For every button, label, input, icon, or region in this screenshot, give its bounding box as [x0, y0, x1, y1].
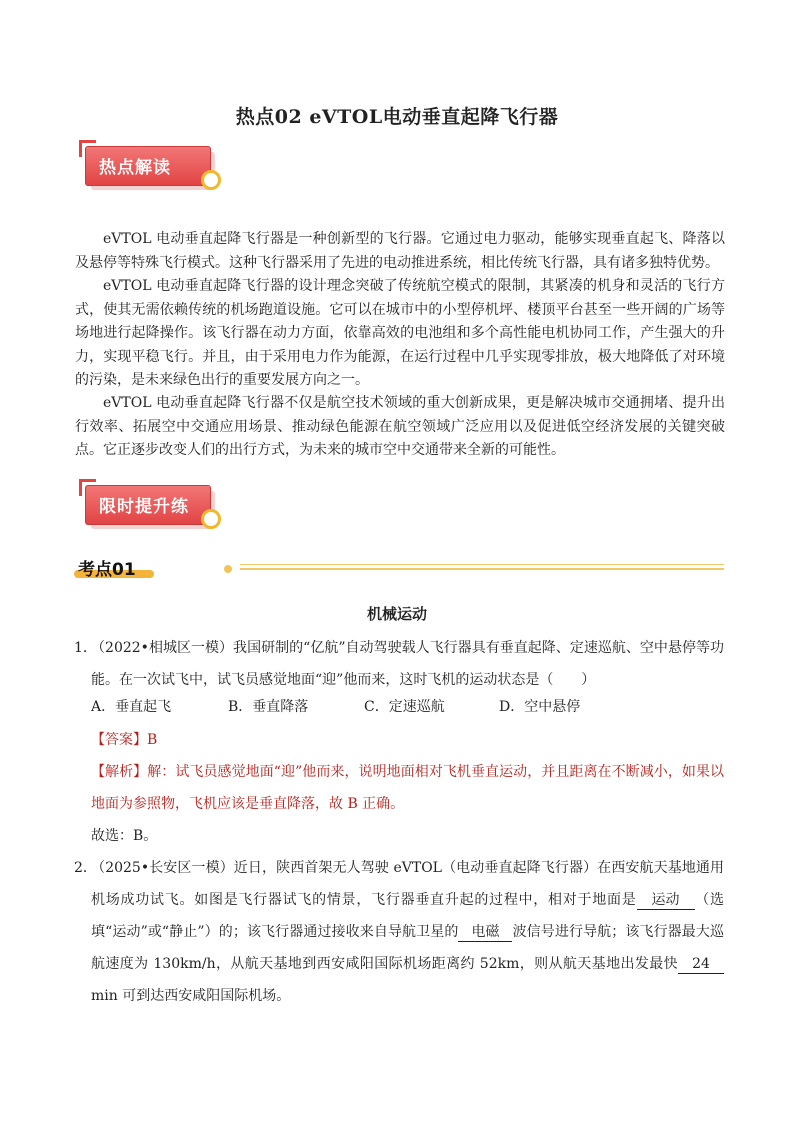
- answer-line: [91, 724, 724, 756]
- option-a: A．垂直起飞: [91, 699, 172, 715]
- analysis-block: [74, 756, 724, 820]
- page-title: 热点02 eVTOL电动垂直起降飞行器: [235, 106, 559, 128]
- divider-line: [240, 564, 724, 565]
- answer-blank-3: 24: [678, 955, 724, 974]
- ring-icon: [201, 170, 221, 190]
- tag-corner-decoration: [79, 479, 96, 496]
- question-1: [74, 632, 724, 696]
- question-text: （2022•相城区一模）我国研制的“亿航”自动驾驶载人飞行器具有垂直起降、定速巡航、空中悬停等功能。在一次试飞中，试飞员感觉地面“迎”他而来，这时飞机的运动状态是（ ）: [91, 640, 724, 688]
- question-text-part-2: （选填“运动”或“静止”）的；该飞行器通过接收来自导航卫星的: [91, 892, 725, 940]
- kaodian-label: 考点01: [78, 560, 136, 580]
- answer-blank-1: 运动: [637, 891, 695, 910]
- answer-blank-2: 电磁: [458, 923, 512, 942]
- kaodian-divider: [74, 556, 724, 580]
- tag-label: 限时提升练: [99, 497, 189, 517]
- option-c: C．定速巡航: [364, 699, 445, 715]
- question-2: [74, 852, 724, 1012]
- tag-label: 热点解读: [99, 158, 171, 178]
- section-title: 机械运动: [366, 605, 427, 623]
- paragraph-3: eVTOL 电动垂直起降飞行器不仅是航空技术领域的重大创新成果，更是解决城市交通拥堵、提升出行效率、拓展空中交通应用场景、推动绿色能源在航空领域广泛应用以及促进低空经济发展的关键突破点。它正逐步改变人们的出行方式，为未来的城市空中交通带来全新的可能性。: [75, 395, 725, 458]
- question-number: 1．: [74, 640, 97, 656]
- question-text-part-4: min 可到达西安咸阳国际机场。: [91, 988, 291, 1004]
- question-number: 2．: [74, 860, 97, 876]
- answer-label: 【答案】: [91, 732, 147, 748]
- practice-tag: [85, 485, 213, 531]
- analysis-text: 解：试飞员感觉地面“迎”他而来，说明地面相对飞机垂直运动，并且距离在不断减小，如果以地面为参照物，飞机应该是垂直降落，故 B 正确。: [91, 764, 725, 812]
- option-d: D．空中悬停: [499, 699, 581, 715]
- ring-icon: [201, 509, 221, 529]
- hot-topic-tag: [85, 146, 213, 192]
- question-text-part-1: （2025•长安区一模）近日，陕西首架无人驾驶 eVTOL（电动垂直起降飞行器）在西安航天基地通用机场成功试飞。如图是飞行器试飞的情景，飞行器垂直升起的过程中，相对于地面是: [91, 860, 724, 908]
- paragraph-1: eVTOL 电动垂直起降飞行器是一种创新型的飞行器。它通过电力驱动，能够实现垂直起飞、降落以及悬停等特殊飞行模式。这种飞行器采用了先进的电动推进系统，相比传统飞行器，具有诸多独特优势。: [75, 231, 725, 271]
- paragraph-2: eVTOL 电动垂直起降飞行器的设计理念突破了传统航空模式的限制，其紧凑的机身和灵活的飞行方式，使其无需依赖传统的机场跑道设施。它可以在城市中的小型停机坪、楼顶平台甚至一些开阔的广场等场地进行起降操作。该飞行器在动力方面，依靠高效的电池组和多个高性能电机协同工作，产生强大的升力，实现平稳飞行。并且，由于采用电力作为能源，在运行过程中几乎实现零排放，极大地降低了对环境的污染，是未来绿色出行的重要发展方向之一。: [75, 278, 725, 388]
- divider-line: [240, 568, 724, 570]
- tag-corner-decoration: [79, 140, 96, 157]
- choice-line: 故选：B。: [91, 828, 158, 844]
- answer-value: B: [147, 732, 158, 748]
- analysis-label: 【解析】: [91, 764, 148, 780]
- option-b: B．垂直降落: [228, 699, 309, 715]
- dot-icon: [224, 565, 232, 573]
- question-text-part-3: 波信号进行导航；该飞行器最大巡航速度为 130km/h，从航天基地到西安咸阳国际机场距离约 52km，则从航天基地出发最快: [91, 924, 724, 972]
- question-1-options: [91, 696, 580, 716]
